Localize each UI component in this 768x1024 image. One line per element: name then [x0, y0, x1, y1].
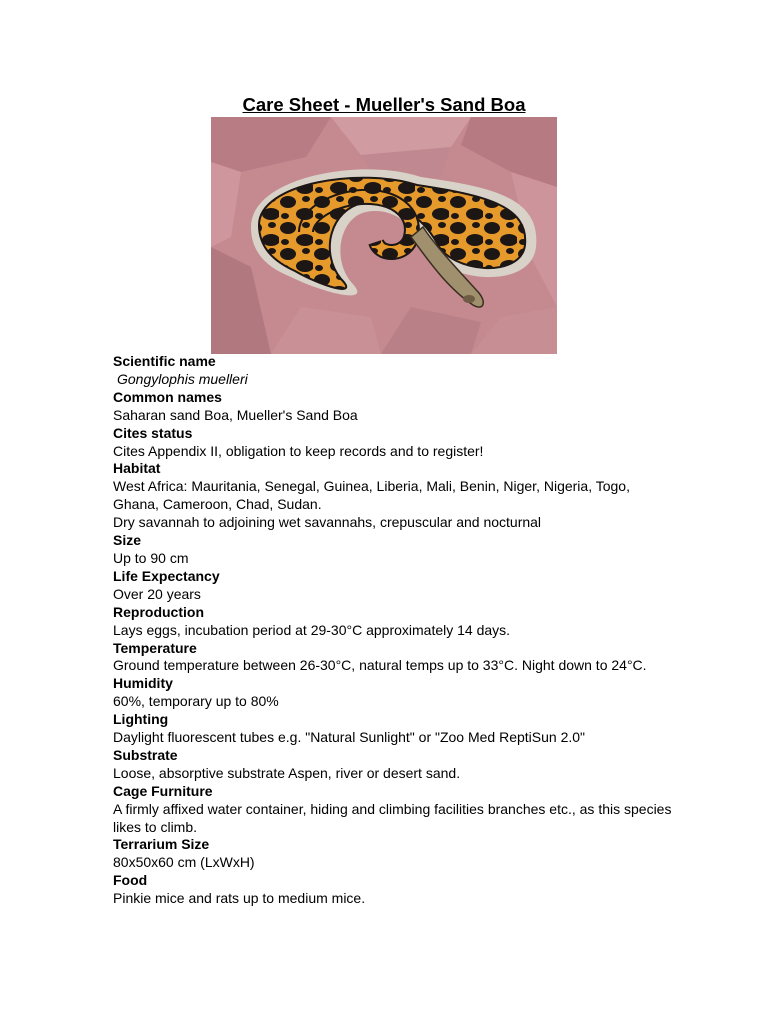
section-label-size: Size [113, 532, 142, 549]
section-value-scientific-name: Gongylophis muelleri [117, 370, 248, 387]
snake-photo [211, 117, 557, 354]
page-title: Care Sheet - Mueller's Sand Boa [242, 94, 526, 115]
section-label-habitat: Habitat [113, 460, 161, 477]
section-value-common-names: Saharan sand Boa, Mueller's Sand Boa [113, 406, 358, 423]
section-label-terrarium-size: Terrarium Size [113, 836, 210, 853]
section-value-habitat-detail: Dry savannah to adjoining wet savannahs, crepuscular and nocturnal [113, 514, 542, 531]
section-value-lighting: Daylight fluorescent tubes e.g. "Natural Sunlight" or "Zoo Med ReptiSun 2.0" [113, 729, 586, 746]
section-value-habitat: West Africa: Mauritania, Senegal, Guinea, Liberia, Mali, Benin, Niger, Nigeria, Togo, Ghana, Cameroon, Chad, Sudan. [113, 478, 630, 513]
section-value-temperature: Ground temperature between 26-30°C, natural temps up to 33°C. Night down to 24°C. [113, 657, 647, 674]
section-label-life-expectancy: Life Expectancy [113, 567, 220, 584]
section-value-size: Up to 90 cm [113, 549, 189, 566]
section-value-cites-status: Cites Appendix II, obligation to keep records and to register! [113, 442, 484, 459]
section-label-food: Food [113, 872, 148, 889]
section-value-substrate: Loose, absorptive substrate Aspen, river or desert sand. [113, 764, 461, 781]
section-label-common-names: Common names [113, 388, 222, 405]
section-value-cage-furniture: A firmly affixed water container, hiding and climbing facilities branches etc., as this species likes to climb. [113, 800, 672, 835]
section-value-humidity: 60%, temporary up to 80% [113, 693, 279, 710]
section-value-life-expectancy: Over 20 years [113, 585, 201, 602]
section-label-reproduction: Reproduction [113, 603, 204, 620]
section-label-lighting: Lighting [113, 711, 169, 728]
sand-boa-illustration [211, 117, 557, 354]
section-label-temperature: Temperature [113, 639, 197, 656]
section-value-terrarium-size: 80x50x60 cm (LxWxH) [113, 854, 255, 871]
section-label-substrate: Substrate [113, 746, 178, 763]
section-label-cites-status: Cites status [113, 424, 193, 441]
section-label-cage-furniture: Cage Furniture [113, 782, 213, 799]
section-label-scientific-name: Scientific name [113, 353, 216, 369]
section-value-food: Pinkie mice and rats up to medium mice. [113, 890, 366, 907]
section-label-humidity: Humidity [113, 675, 173, 692]
care-details [113, 353, 673, 908]
section-value-reproduction: Lays eggs, incubation period at 29-30°C approximately 14 days. [113, 621, 511, 638]
